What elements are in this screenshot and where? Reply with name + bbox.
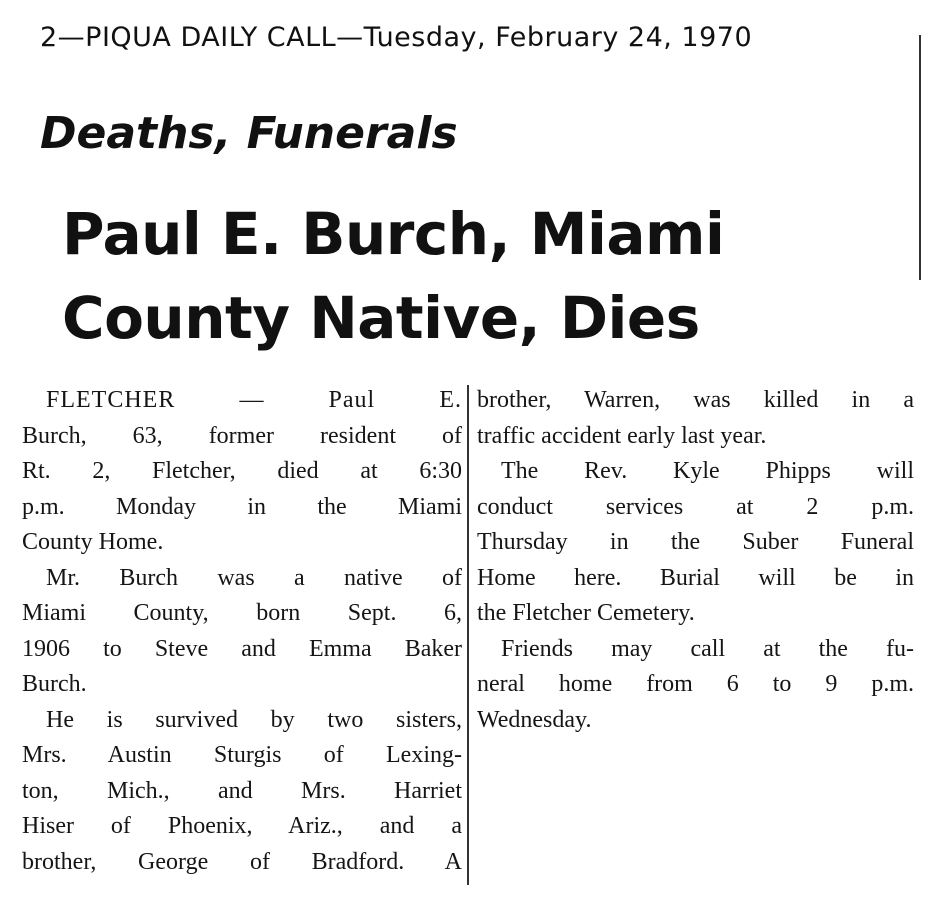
section-title: Deaths, Funerals	[40, 108, 458, 159]
article-headline	[62, 192, 724, 360]
article-line: Wednesday.	[477, 706, 592, 733]
article-line: the Fletcher Cemetery.	[477, 600, 695, 626]
article-line: The Rev. Kyle Phipps will	[501, 458, 914, 484]
page-dateline: 2—PIQUA DAILY CALL—Tuesday, February 24, 1970	[40, 22, 753, 53]
headline-line-2: County Native, Dies	[62, 284, 700, 352]
article-line: Burch.	[22, 671, 87, 697]
page-edge-rule	[919, 35, 921, 280]
article-line: ton, Mich., and Mrs. Harriet	[22, 777, 462, 804]
article-line: Hiser of Phoenix, Ariz., and a	[22, 813, 462, 839]
column-divider	[467, 385, 469, 885]
article-line: brother, Warren, was killed in a	[477, 387, 914, 413]
article-line: Friends may call at the fu-	[501, 635, 914, 662]
article-line: brother, George of Bradford. A	[22, 848, 462, 875]
article-line: conduct services at 2 p.m.	[477, 493, 914, 520]
article-line: Mrs. Austin Sturgis of Lexing-	[22, 742, 462, 768]
article-line: Rt. 2, Fletcher, died at 6:30	[22, 458, 462, 484]
article-line: traffic accident early last year.	[477, 422, 767, 449]
article-line: Home here. Burial will be in	[477, 564, 914, 591]
article-line: 1906 to Steve and Emma Baker	[22, 635, 462, 662]
article-column-right	[477, 383, 914, 738]
article-line: Burch, 63, former resident of	[22, 422, 462, 449]
article-line: County Home.	[22, 529, 164, 555]
article-line: FLETCHER — Paul E.	[46, 387, 462, 413]
article-line: Miami County, born Sept. 6,	[22, 600, 462, 626]
article-line: He is survived by two sisters,	[46, 706, 462, 733]
article-line: Mr. Burch was a native of	[46, 564, 462, 591]
article-line: p.m. Monday in the Miami	[22, 493, 462, 520]
headline-line-1: Paul E. Burch, Miami	[62, 200, 725, 268]
article-line: neral home from 6 to 9 p.m.	[477, 671, 914, 697]
article-line: Thursday in the Suber Funeral	[477, 529, 914, 555]
article-column-left	[22, 383, 462, 880]
